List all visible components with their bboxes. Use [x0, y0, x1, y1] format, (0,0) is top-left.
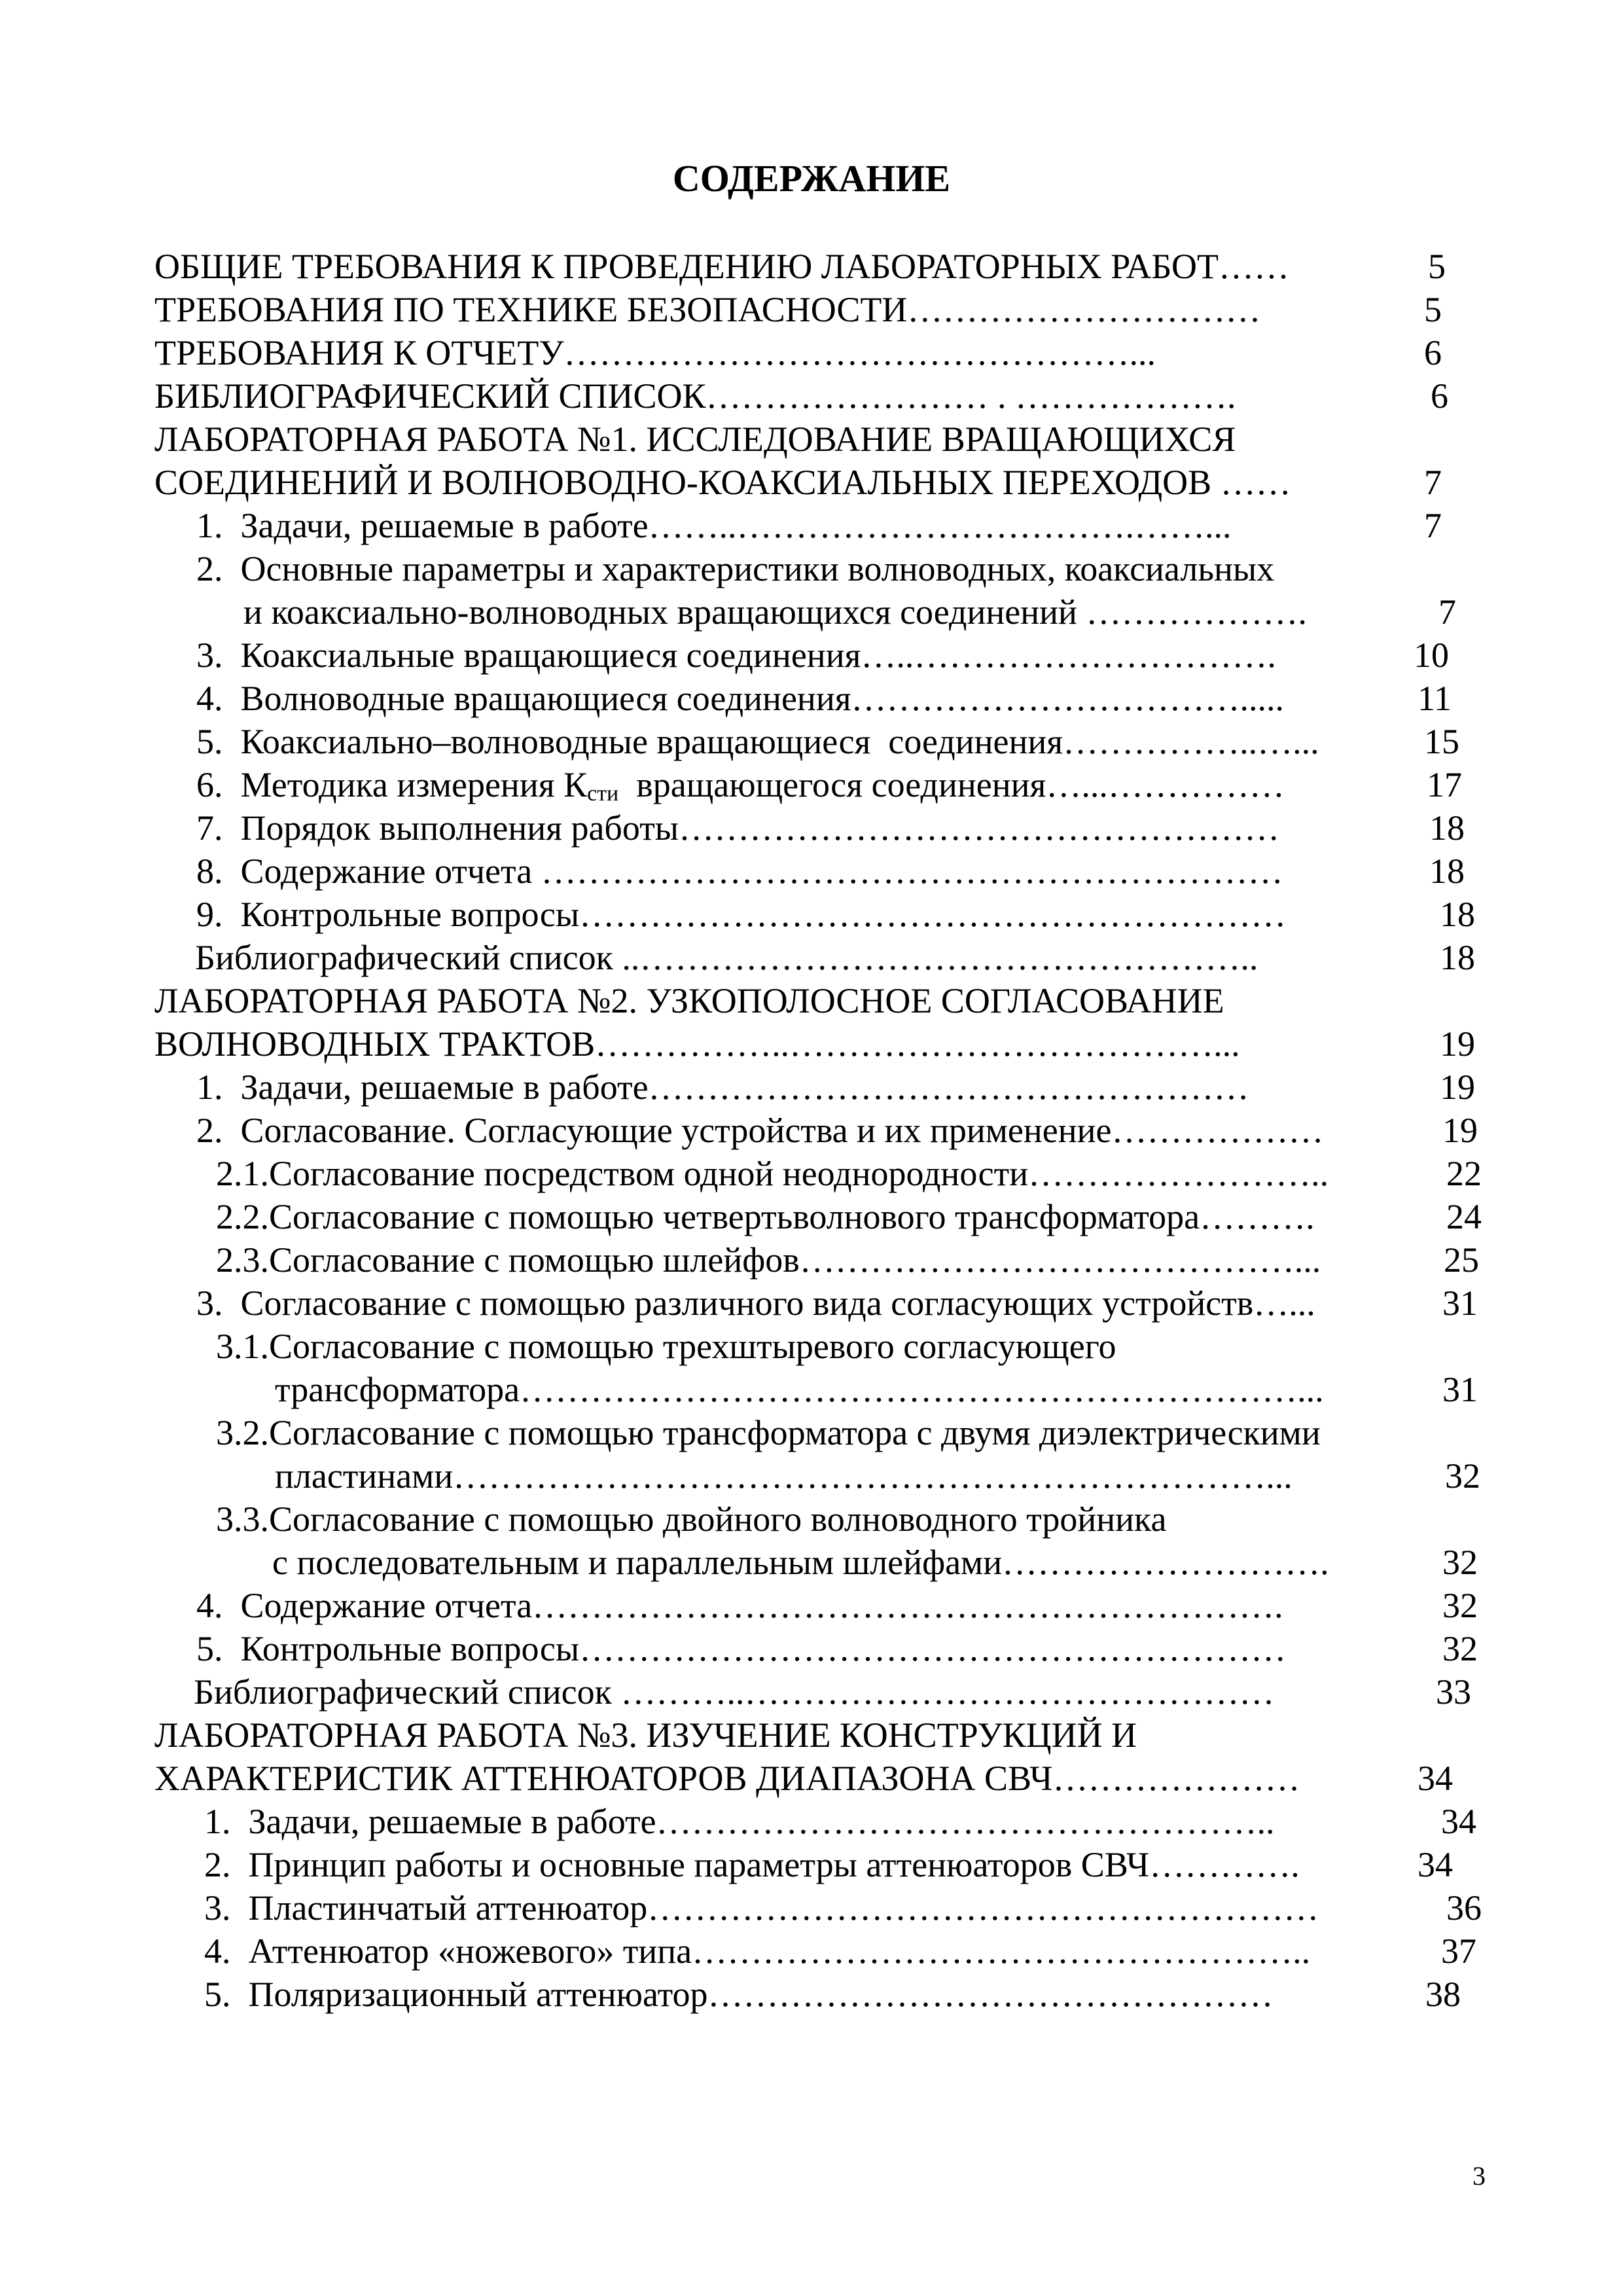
toc-entry [196, 1627, 1478, 1670]
toc-entry [154, 374, 1448, 418]
toc-entry-page: 38 [1425, 1975, 1461, 2014]
toc-entry-text-part: 6. Методика измерения К [196, 765, 588, 804]
toc-entry [154, 331, 1442, 374]
toc-entry [204, 1929, 1476, 1973]
toc-entry-text: ЛАБОРАТОРНАЯ РАБОТА №1. ИССЛЕДОВАНИЕ ВРАЩАЮЩИХСЯ [154, 420, 1236, 459]
toc-entry-page: 32 [1442, 1543, 1478, 1582]
toc-entry [204, 1973, 1461, 2016]
toc-entry-page: 32 [1442, 1586, 1478, 1625]
toc-entry-page: 19 [1442, 1111, 1478, 1150]
toc-entry-page: 18 [1440, 938, 1475, 977]
toc-entry-page: 32 [1442, 1629, 1478, 1668]
toc-entry-page: 24 [1446, 1197, 1482, 1236]
toc-entry-text: и коаксиально-волноводных вращающихся соединений ………………. [243, 592, 1307, 632]
toc-entry [196, 677, 1452, 720]
toc-entry [196, 720, 1459, 763]
toc-entry [154, 288, 1442, 331]
toc-entry [204, 1800, 1476, 1843]
toc-entry [216, 1152, 1482, 1195]
toc-entry [196, 504, 1442, 547]
toc-entry-page: 34 [1441, 1802, 1476, 1841]
toc-section-heading [154, 979, 1224, 1022]
toc-entry-text: 1. Задачи, решаемые в работе…………………………………………… [196, 1067, 1249, 1107]
toc-entry-page: 7 [1424, 506, 1442, 545]
toc-entry-page: 36 [1446, 1888, 1482, 1928]
toc-entry-text: ВОЛНОВОДНЫХ ТРАКТОВ……………..………………………………... [154, 1024, 1240, 1064]
toc-entry-page: 32 [1445, 1456, 1480, 1496]
toc-section-heading [154, 418, 1236, 461]
toc-entry-text: 9. Контрольные вопросы…………………………………………………… [196, 895, 1287, 934]
toc-entry-text: 2.3.Согласование с помощью шлейфов……………………………………... [216, 1240, 1321, 1280]
toc-entry [196, 1066, 1475, 1109]
toc-entry [204, 1886, 1482, 1929]
toc-entry [196, 806, 1465, 850]
toc-entry [216, 1325, 1116, 1368]
page-number: 3 [1472, 2161, 1486, 2191]
toc-entry-page: 18 [1440, 895, 1475, 934]
toc-entry-text: ТРЕБОВАНИЯ ПО ТЕХНИКЕ БЕЗОПАСНОСТИ………………………… [154, 290, 1261, 329]
toc-entry [154, 1757, 1453, 1800]
toc-entry-text: 4. Аттенюатор «ножевого» типа…………………………………………….. [204, 1931, 1311, 1971]
toc-entry-text: 3. Пластинчатый аттенюатор………………………………………………… [204, 1888, 1319, 1928]
toc-entry-page: 15 [1424, 722, 1459, 761]
toc-entry-page: 33 [1436, 1672, 1471, 1712]
toc-entry-text: пластинами……………………………………………………………... [275, 1456, 1293, 1496]
toc-entry-text: ТРЕБОВАНИЯ К ОТЧЕТУ…………………………………………... [154, 333, 1156, 372]
toc-section-heading [154, 1713, 1137, 1757]
toc-entry-text: ОБЩИЕ ТРЕБОВАНИЯ К ПРОВЕДЕНИЮ ЛАБОРАТОРНЫХ РАБОТ…… [154, 247, 1290, 286]
toc-entry [204, 1843, 1453, 1886]
toc-entry-text: 3. Согласование с помощью различного вида согласующих устройств…... [196, 1283, 1315, 1323]
toc-entry-page: 10 [1414, 636, 1449, 675]
toc-entry-text: БИБЛИОГРАФИЧЕСКИЙ СПИСОК…………………… . ………………. [154, 376, 1236, 416]
toc-entry [275, 1368, 1478, 1411]
toc-entry [196, 634, 1449, 677]
toc-entry [196, 1584, 1478, 1627]
toc-entry-page: 31 [1442, 1283, 1478, 1323]
toc-entry-text: с последовательным и параллельным шлейфами………………………. [272, 1543, 1329, 1582]
toc-entry-text: 8. Содержание отчета ……………………………………………………… [196, 852, 1283, 891]
toc-entry [216, 1195, 1482, 1238]
toc-entry-text: 3.3.Согласование с помощью двойного волноводного тройника [216, 1499, 1167, 1539]
toc-entry-text: 5. Коаксиально–волноводные вращающиеся соединения……………..…... [196, 722, 1319, 761]
toc-entry-text: 7. Порядок выполнения работы…………………………………………… [196, 808, 1280, 848]
toc-entry [216, 1411, 1321, 1454]
toc-entry-page: 7 [1438, 592, 1456, 632]
toc-entry-page: 19 [1440, 1024, 1475, 1064]
k-subscript: сти [587, 781, 619, 806]
toc-entry-text: Библиографический список ..…………………………………………….. [195, 938, 1258, 977]
toc-entry-page: 11 [1418, 679, 1452, 718]
toc-entry-page: 18 [1429, 852, 1465, 891]
toc-entry [196, 1109, 1478, 1152]
toc-entry [196, 763, 1462, 806]
toc-entry [216, 1238, 1479, 1282]
toc-entry [196, 893, 1475, 936]
toc-entry-page: 25 [1444, 1240, 1479, 1280]
toc-entry-text: 2. Принцип работы и основные параметры аттенюаторов СВЧ…………. [204, 1845, 1300, 1884]
toc-entry-text: 3. Коаксиальные вращающиеся соединения…..…………………………. [196, 636, 1276, 675]
toc-entry-page: 22 [1446, 1154, 1482, 1193]
toc-entry-text: 2. Согласование. Согласующие устройства и их применение……………… [196, 1111, 1324, 1150]
toc-entry [272, 1541, 1478, 1584]
toc-entry [243, 590, 1456, 634]
toc-entry-page: 18 [1429, 808, 1465, 848]
toc-entry-text-rest: вращающегося соединения…...…………… [618, 765, 1285, 804]
toc-entry-text: ЛАБОРАТОРНАЯ РАБОТА №2. УЗКОПОЛОСНОЕ СОГЛАСОВАНИЕ [154, 981, 1224, 1020]
toc-entry [196, 547, 1275, 590]
toc-entry-page: 5 [1428, 247, 1446, 286]
toc-entry [195, 936, 1475, 979]
toc-entry-page: 37 [1441, 1931, 1476, 1971]
toc-entry [196, 850, 1465, 893]
toc-entry-text: 3.1.Согласование с помощью трехштыревого согласующего [216, 1327, 1116, 1366]
toc-entry-text: 2.1.Согласование посредством одной неоднородности…………………….. [216, 1154, 1329, 1193]
toc-entry-text: 4. Содержание отчета………………………………………………………. [196, 1586, 1283, 1625]
toc-entry-text: Библиографический список ………..……………………………………… [194, 1672, 1275, 1712]
toc-entry-page: 5 [1424, 290, 1442, 329]
toc-entry-text: СОЕДИНЕНИЙ И ВОЛНОВОДНО-КОАКСИАЛЬНЫХ ПЕРЕХОДОВ …… [154, 463, 1291, 502]
toc-entry-text: ЛАБОРАТОРНАЯ РАБОТА №3. ИЗУЧЕНИЕ КОНСТРУКЦИЙ И [154, 1715, 1137, 1755]
toc-entry [196, 1282, 1478, 1325]
toc-entry [194, 1670, 1471, 1713]
toc-entry-text: 4. Волноводные вращающиеся соединения……………………………..... [196, 679, 1285, 718]
toc-entry [216, 1498, 1167, 1541]
toc-entry-page: 34 [1418, 1759, 1453, 1798]
toc-entry-text [196, 763, 1285, 806]
toc-entry-text: 5. Поляризационный аттенюатор………………………………………… [204, 1975, 1274, 2014]
toc-entry-text: 2. Основные параметры и характеристики волноводных, коаксиальных [196, 549, 1275, 588]
toc-entry-page: 31 [1442, 1370, 1478, 1409]
toc-entry-page: 6 [1424, 333, 1442, 372]
toc-entry-text: 1. Задачи, решаемые в работе…………………………………………….. [204, 1802, 1275, 1841]
toc-entry [154, 1022, 1475, 1066]
toc-entry-text: трансформатора…………………………………………………………... [275, 1370, 1324, 1409]
toc-entry-page: 19 [1440, 1067, 1475, 1107]
toc-entry-page: 17 [1427, 765, 1462, 804]
toc-entry-page: 7 [1424, 463, 1442, 502]
page-title: СОДЕРЖАНИЕ [672, 157, 951, 200]
toc-entry [275, 1454, 1480, 1498]
toc-entry-text: 1. Задачи, решаемые в работе……..…………………………….……... [196, 506, 1232, 545]
toc-entry-page: 6 [1431, 376, 1448, 416]
toc-entry-text: 5. Контрольные вопросы…………………………………………………… [196, 1629, 1287, 1668]
toc-entry-text: ХАРАКТЕРИСТИК АТТЕНЮАТОРОВ ДИАПАЗОНА СВЧ………………… [154, 1759, 1300, 1798]
toc-entry-page: 34 [1418, 1845, 1453, 1884]
toc-entry [154, 461, 1442, 504]
toc-entry-text: 2.2.Согласование с помощью четвертьволнового трансформатора………. [216, 1197, 1315, 1236]
toc-entry [154, 245, 1446, 288]
toc-entry-text: 3.2.Согласование с помощью трансформатора с двумя диэлектрическими [216, 1413, 1321, 1452]
